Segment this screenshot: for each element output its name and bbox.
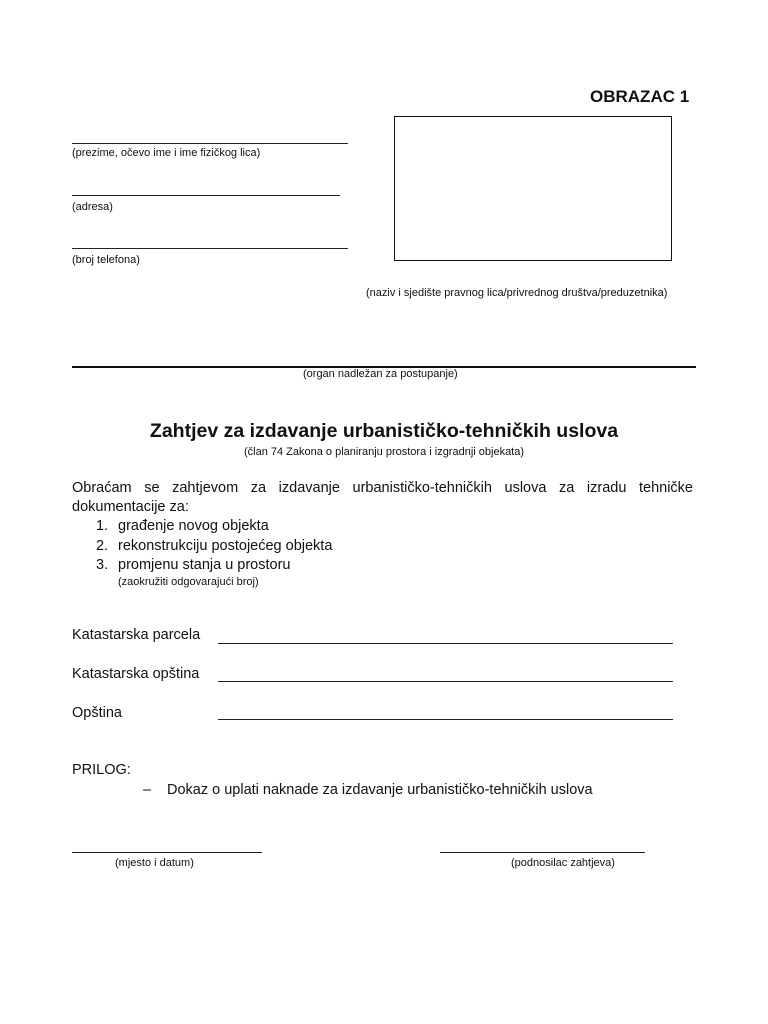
parcel-label: Katastarska parcela — [72, 627, 201, 643]
parcel-line[interactable] — [218, 643, 673, 644]
cadastral-municipality-label: Katastarska opština — [72, 666, 200, 682]
form-number: OBRAZAC 1 — [590, 87, 690, 106]
signature-line[interactable] — [440, 852, 645, 853]
place-date-line[interactable] — [72, 852, 262, 853]
cadastral-municipality-line[interactable] — [218, 681, 673, 682]
option-label: rekonstrukciju postojećeg objekta — [118, 538, 333, 554]
place-date-caption: (mjesto i datum) — [115, 857, 194, 869]
option-label: promjenu stanja u prostoru — [118, 557, 291, 573]
document-title: Zahtjev za izdavanje urbanističko-tehničkih uslova — [149, 420, 619, 442]
options-note: (zaokružiti odgovarajući broj) — [118, 576, 259, 588]
attachments-heading: PRILOG: — [72, 762, 131, 778]
option-2[interactable] — [96, 538, 332, 554]
phone-caption: (broj telefona) — [72, 254, 140, 266]
option-3[interactable] — [96, 557, 291, 573]
option-number: 3. — [96, 557, 109, 573]
authority-caption: (organ nadležan za postupanje) — [303, 368, 458, 380]
option-label: građenje novog objekta — [118, 518, 269, 534]
address-line[interactable] — [72, 195, 340, 196]
municipality-line[interactable] — [218, 719, 673, 720]
phone-line[interactable] — [72, 248, 348, 249]
option-1[interactable] — [96, 518, 269, 534]
applicant-signature-caption: (podnosilac zahtjeva) — [511, 857, 615, 869]
dash-icon: – — [143, 782, 152, 798]
intro-text: Obraćam se zahtjevom za izdavanje urbanističko-tehničkih uslova za izradu tehničke dokumentacije za: — [72, 480, 693, 515]
attachment-item — [143, 782, 593, 798]
document-subtitle: (član 74 Zakona o planiranju prostora i izgradnji objekata) — [243, 446, 525, 458]
legal-entity-caption: (naziv i sjedište pravnog lica/privrednog društva/preduzetnika) — [366, 287, 668, 299]
option-number: 1. — [96, 518, 109, 534]
legal-entity-box[interactable] — [394, 116, 672, 261]
option-number: 2. — [96, 538, 109, 554]
address-caption: (adresa) — [72, 201, 113, 213]
municipality-label: Opština — [72, 705, 122, 721]
name-caption: (prezime, očevo ime i ime fizičkog lica) — [72, 147, 261, 159]
attachment-text: Dokaz o uplati naknade za izdavanje urbanističko-tehničkih uslova — [167, 782, 593, 798]
name-line[interactable] — [72, 143, 348, 144]
